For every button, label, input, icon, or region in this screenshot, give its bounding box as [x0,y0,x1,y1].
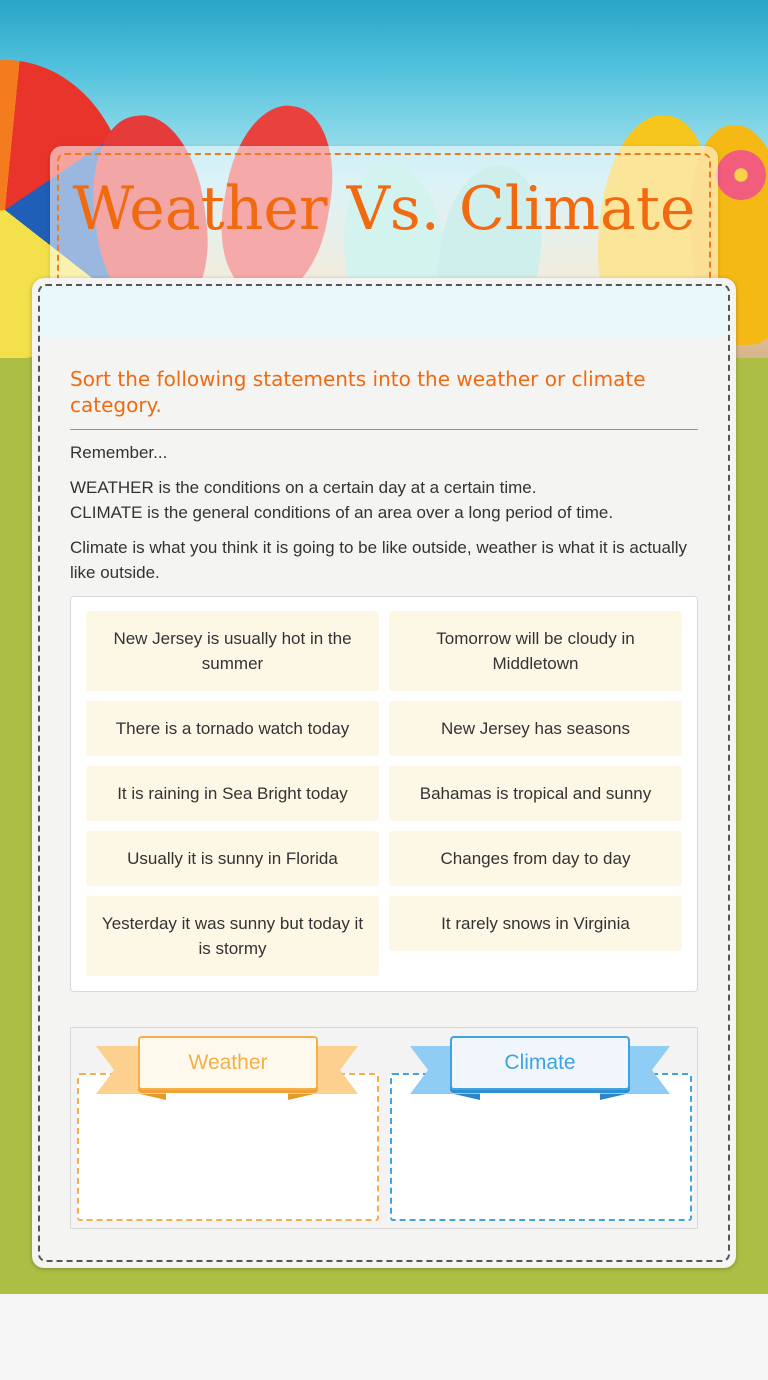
weather-definition: WEATHER is the conditions on a certain day at a certain time. [70,478,537,497]
instructions-heading: Sort the following statements into the weather or climate category. [70,367,646,417]
heading-divider [70,429,698,430]
weather-category-label: Weather [138,1036,318,1090]
climate-category-label: Climate [450,1036,630,1090]
flower-image [716,150,766,200]
climate-definition: CLIMATE is the general conditions of an area over a long period of time. [70,503,614,522]
page-title: Weather Vs. Climate [72,174,696,244]
statement-card[interactable]: Tomorrow will be cloudy in Middletown [389,611,682,691]
statement-card[interactable]: New Jersey has seasons [389,701,682,756]
remember-text: Remember... [70,443,168,462]
statement-card[interactable]: There is a tornado watch today [86,701,379,756]
statement-card[interactable]: It is raining in Sea Bright today [86,766,379,821]
title-card [50,146,718,296]
statement-card[interactable]: It rarely snows in Virginia [389,896,682,951]
page-footer-area [0,1294,768,1380]
statement-card[interactable]: Yesterday it was sunny but today it is stormy [86,896,379,976]
statement-card[interactable]: Bahamas is tropical and sunny [389,766,682,821]
comparison-text: Climate is what you think it is going to be like outside, weather is what it is actually like outside. [70,538,688,582]
statement-card[interactable]: Changes from day to day [389,831,682,886]
statement-card[interactable]: Usually it is sunny in Florida [86,831,379,886]
statement-card[interactable]: New Jersey is usually hot in the summer [86,611,379,691]
